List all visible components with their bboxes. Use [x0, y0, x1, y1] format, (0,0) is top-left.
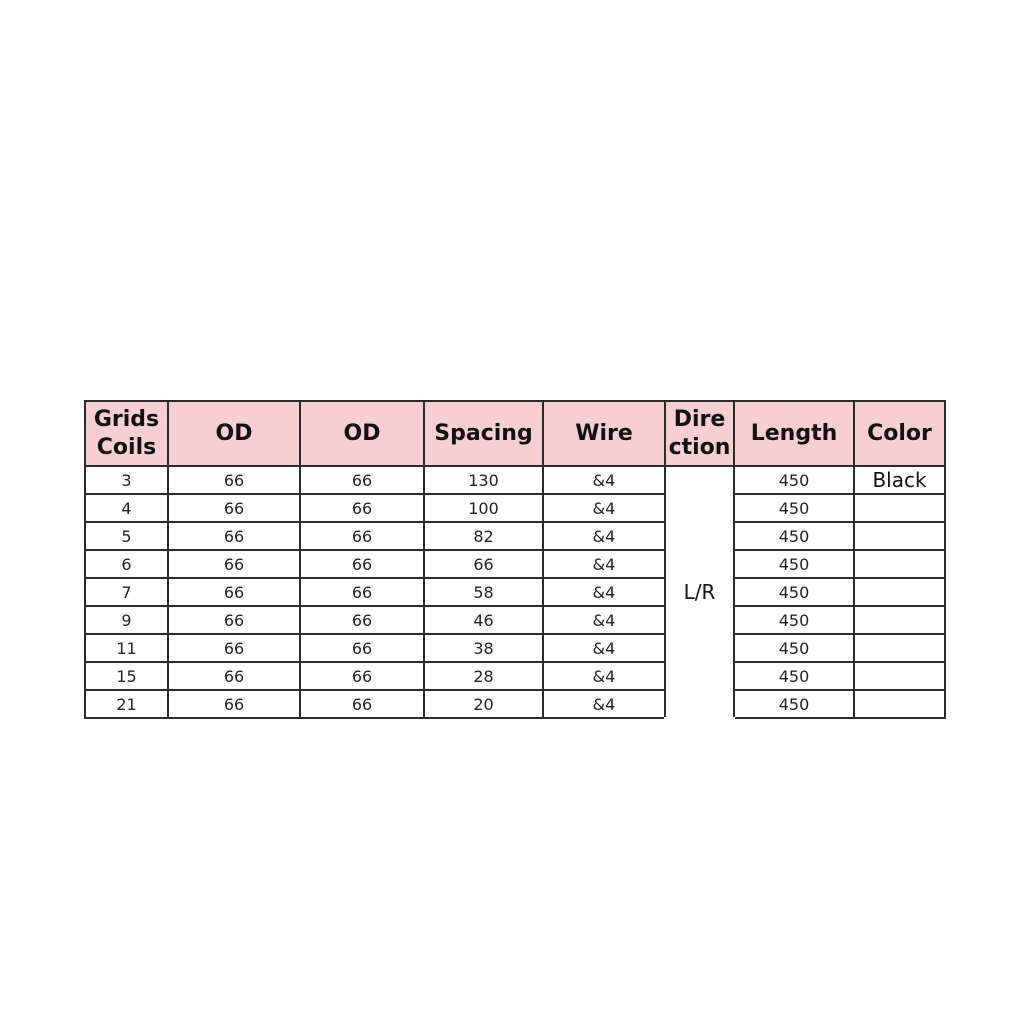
header-direction-line-1: Dire — [673, 406, 726, 432]
table-row — [85, 606, 945, 634]
cell-coils: 4 — [85, 494, 168, 522]
cell-length: 450 — [734, 662, 854, 690]
cell-color: Black — [854, 466, 945, 494]
table-row — [85, 466, 945, 494]
cell-wire: &4 — [543, 550, 665, 578]
cell-spacing: 130 — [424, 466, 543, 494]
cell-od-2: 66 — [300, 634, 424, 662]
table-body — [85, 466, 945, 718]
table-row — [85, 690, 945, 718]
table-row — [85, 662, 945, 690]
table-row — [85, 494, 945, 522]
cell-color — [854, 606, 945, 634]
cell-color — [854, 690, 945, 718]
header-grids-label: Grids — [93, 406, 160, 432]
table-row — [85, 578, 945, 606]
cell-spacing: 20 — [424, 690, 543, 718]
cell-od-2: 66 — [300, 494, 424, 522]
cell-od-2: 66 — [300, 606, 424, 634]
cell-spacing: 28 — [424, 662, 543, 690]
cell-spacing: 38 — [424, 634, 543, 662]
cell-length: 450 — [734, 550, 854, 578]
cell-od-1: 66 — [168, 690, 300, 718]
header-direction — [665, 401, 734, 466]
cell-od-2: 66 — [300, 578, 424, 606]
header-od-2: OD — [300, 401, 424, 466]
cell-coils: 3 — [85, 466, 168, 494]
cell-length: 450 — [734, 606, 854, 634]
cell-wire: &4 — [543, 522, 665, 550]
header-row — [85, 401, 945, 466]
cell-od-1: 66 — [168, 466, 300, 494]
cell-color — [854, 494, 945, 522]
cell-color — [854, 634, 945, 662]
table-header — [85, 401, 945, 466]
cell-od-1: 66 — [168, 494, 300, 522]
cell-color — [854, 550, 945, 578]
cell-length: 450 — [734, 494, 854, 522]
header-length: Length — [734, 401, 854, 466]
header-wire: Wire — [543, 401, 665, 466]
cell-wire: &4 — [543, 606, 665, 634]
cell-wire: &4 — [543, 662, 665, 690]
header-spacing: Spacing — [424, 401, 543, 466]
cell-od-2: 66 — [300, 522, 424, 550]
cell-spacing: 58 — [424, 578, 543, 606]
table-row — [85, 634, 945, 662]
cell-od-1: 66 — [168, 578, 300, 606]
cell-wire: &4 — [543, 494, 665, 522]
cell-coils: 5 — [85, 522, 168, 550]
cell-od-1: 66 — [168, 550, 300, 578]
header-od-1: OD — [168, 401, 300, 466]
spec-table — [84, 400, 946, 719]
cell-wire: &4 — [543, 578, 665, 606]
cell-od-2: 66 — [300, 550, 424, 578]
cell-spacing: 66 — [424, 550, 543, 578]
cell-spacing: 46 — [424, 606, 543, 634]
cell-spacing: 82 — [424, 522, 543, 550]
cell-length: 450 — [734, 578, 854, 606]
cell-od-2: 66 — [300, 466, 424, 494]
cell-color — [854, 578, 945, 606]
cell-spacing: 100 — [424, 494, 543, 522]
cell-color — [854, 662, 945, 690]
cell-length: 450 — [734, 466, 854, 494]
header-direction-line-2: ction — [668, 434, 731, 460]
cell-direction: L/R — [665, 466, 734, 718]
cell-coils: 21 — [85, 690, 168, 718]
cell-coils: 11 — [85, 634, 168, 662]
cell-length: 450 — [734, 522, 854, 550]
cell-wire: &4 — [543, 634, 665, 662]
cell-wire: &4 — [543, 466, 665, 494]
cell-length: 450 — [734, 690, 854, 718]
table-row — [85, 550, 945, 578]
cell-coils: 6 — [85, 550, 168, 578]
cell-od-1: 66 — [168, 522, 300, 550]
cell-od-1: 66 — [168, 634, 300, 662]
cell-od-2: 66 — [300, 662, 424, 690]
header-coils-label: Coils — [96, 434, 157, 460]
cell-wire: &4 — [543, 690, 665, 718]
cell-od-1: 66 — [168, 662, 300, 690]
cell-coils: 15 — [85, 662, 168, 690]
cell-coils: 7 — [85, 578, 168, 606]
table-row — [85, 522, 945, 550]
cell-length: 450 — [734, 634, 854, 662]
cell-coils: 9 — [85, 606, 168, 634]
cell-od-2: 66 — [300, 690, 424, 718]
cell-color — [854, 522, 945, 550]
cell-od-1: 66 — [168, 606, 300, 634]
header-color: Color — [854, 401, 945, 466]
header-grids-coils — [85, 401, 168, 466]
